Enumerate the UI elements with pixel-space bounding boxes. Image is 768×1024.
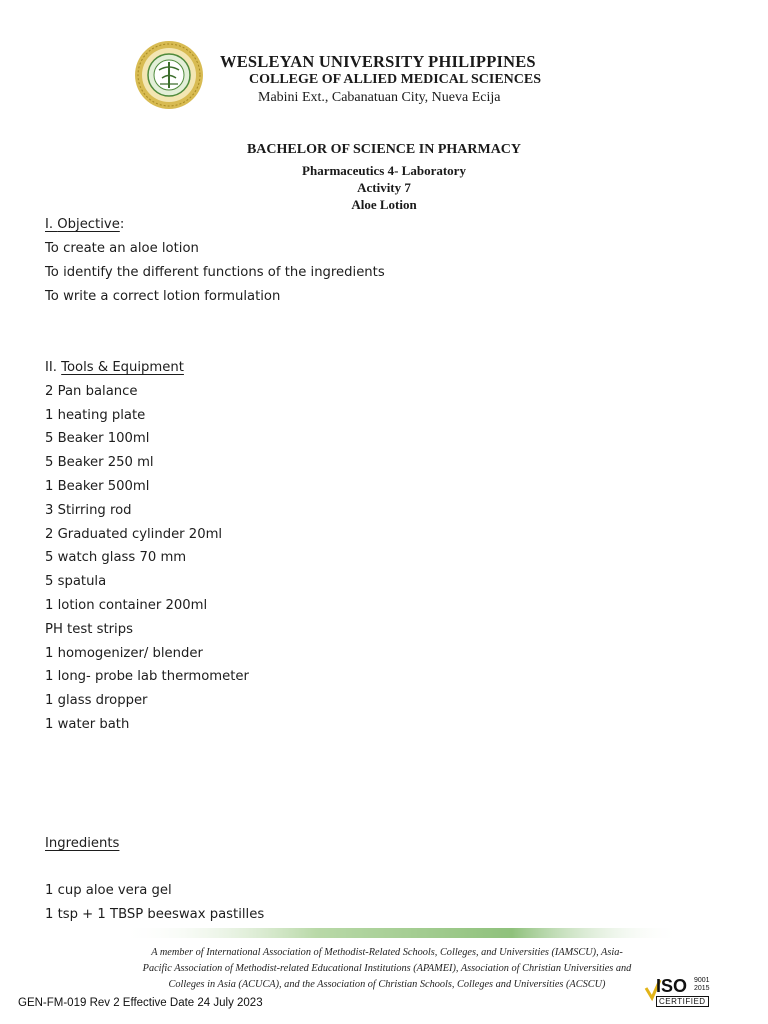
membership-line: Pacific Association of Methodist-related Educational Institutions (APAMEI), Association of Christian Universities and — [142, 963, 632, 974]
activity-number: Activity 7 — [357, 180, 411, 195]
program-title: BACHELOR OF SCIENCE IN PHARMACY — [246, 142, 522, 157]
tool-item: 5 spatula — [45, 574, 107, 589]
objective-item: To identify the different functions of the ingredients — [45, 265, 385, 280]
tool-item: 2 Graduated cylinder 20ml — [45, 527, 223, 542]
footer-decorative-band — [120, 926, 680, 940]
tool-item: 1 homogenizer/ blender — [45, 646, 203, 661]
university-name: WESLEYAN UNIVERSITY PHILIPPINES — [220, 52, 536, 71]
tool-item: 1 long- probe lab thermometer — [45, 669, 249, 684]
tool-item: 2 Pan balance — [45, 384, 138, 399]
ingredients-heading: Ingredients — [45, 836, 120, 851]
objective-heading — [45, 217, 124, 232]
objective-heading-prefix: I. — [45, 217, 58, 232]
tool-item: 1 lotion container 200ml — [45, 598, 208, 613]
iso-certified-badge — [644, 976, 712, 1008]
tool-item: 1 glass dropper — [45, 693, 148, 708]
tool-item: 3 Stirring rod — [45, 503, 132, 518]
tools-heading-label: Tools & Equipment — [61, 360, 184, 375]
tool-item: PH test strips — [45, 622, 133, 637]
tool-item: 5 Beaker 100ml — [45, 431, 150, 446]
iso-year: 2015 — [694, 985, 710, 992]
activity-title: Aloe Lotion — [351, 197, 417, 212]
objective-item: To create an aloe lotion — [45, 241, 199, 256]
ingredient-item: 1 cup aloe vera gel — [45, 883, 172, 898]
ingredient-item: 1 tsp + 1 TBSP beeswax pastilles — [45, 907, 265, 922]
university-seal-logo — [134, 40, 204, 110]
course-title: Pharmaceutics 4- Laboratory — [302, 163, 466, 178]
tool-item: 5 Beaker 250 ml — [45, 455, 154, 470]
tools-heading — [45, 360, 184, 375]
university-address: Mabini Ext., Cabanatuan City, Nueva Ecija — [258, 90, 501, 105]
form-code: GEN-FM-019 Rev 2 Effective Date 24 July 2023 — [18, 997, 263, 1009]
iso-certified-label: CERTIFIED — [656, 996, 709, 1007]
tool-item: 5 watch glass 70 mm — [45, 550, 187, 565]
objective-heading-suffix: : — [119, 217, 125, 232]
iso-number: 9001 — [694, 977, 710, 984]
tool-item: 1 Beaker 500ml — [45, 479, 150, 494]
college-name: COLLEGE OF ALLIED MEDICAL SCIENCES — [249, 72, 541, 87]
tools-heading-prefix: II. — [45, 360, 62, 375]
membership-line: A member of International Association of Methodist-Related Schools, Colleges, and Universities (IAMSCU), Asia- — [151, 947, 623, 958]
tool-item: 1 water bath — [45, 717, 130, 732]
iso-label: ISO — [656, 976, 688, 996]
objective-item: To write a correct lotion formulation — [45, 289, 281, 304]
objective-heading-label: Objective — [57, 217, 120, 232]
tool-item: 1 heating plate — [45, 408, 146, 423]
membership-statement — [122, 945, 652, 993]
membership-line: Colleges in Asia (ACUCA), and the Association of Christian Schools, Colleges and Universities (ACSCU) — [168, 979, 606, 990]
